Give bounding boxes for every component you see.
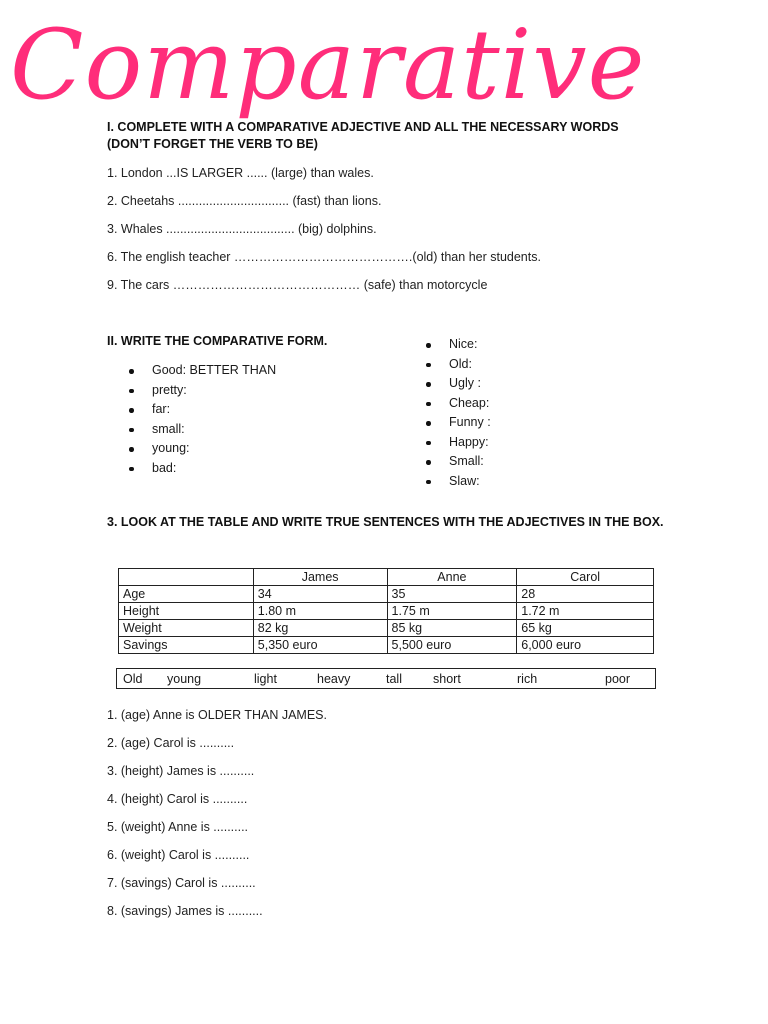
list-item: Nice: [425,335,491,355]
list-item: Small: [425,452,491,472]
exercise-line: 2. Cheetahs ................................ (fast) than lions. [107,194,382,208]
section2-heading: II. WRITE THE COMPARATIVE FORM. [107,334,328,348]
table-row [119,603,654,620]
table-cell: 65 kg [517,620,654,637]
table-header-row [119,569,654,586]
table-row [119,586,654,603]
list-item: Cheap: [425,394,491,414]
adjective-word: Old [123,672,143,686]
table-cell: 5,350 euro [253,637,387,654]
table-cell: 1.75 m [387,603,517,620]
table-cell: Height [119,603,254,620]
table-header [119,569,254,586]
table-cell: Savings [119,637,254,654]
list-item: young: [128,439,276,459]
list-item: Ugly : [425,374,491,394]
table-header: Anne [387,569,517,586]
adjective-word: young [167,672,202,686]
exercise-line: 9. The cars ……………………………………… (safe) than motorcycle [107,278,488,292]
table-cell: 28 [517,586,654,603]
comparative-list-left [128,361,276,478]
page-title: Comparative [10,9,646,121]
table-cell: Age [119,586,254,603]
adjective-word: short [433,672,461,686]
table-cell: 1.72 m [517,603,654,620]
table-header: Carol [517,569,654,586]
table-cell: Weight [119,620,254,637]
section1-heading: I. COMPLETE WITH A COMPARATIVE ADJECTIVE AND ALL THE NECESSARY WORDS (DON’T FORGET THE VERB TO BE) [107,120,619,151]
table-cell: 82 kg [253,620,387,637]
list-item: bad: [128,459,276,479]
list-item: Slaw: [425,472,491,492]
sentence-line: 4. (height) Carol is .......... [107,792,248,806]
sentence-line: 3. (height) James is .......... [107,764,255,778]
list-item: Funny : [425,413,491,433]
adjective-word: rich [517,672,538,686]
table-row [119,637,654,654]
sentence-line: 2. (age) Carol is .......... [107,736,235,750]
table-cell: 5,500 euro [387,637,517,654]
adjective-word: poor [605,672,631,686]
adjective-word: heavy [317,672,351,686]
sentence-line: 1. (age) Anne is OLDER THAN JAMES. [107,708,327,722]
adjective-box [116,668,656,689]
sentence-line: 7. (savings) Carol is .......... [107,876,256,890]
table-cell: 35 [387,586,517,603]
list-item: small: [128,420,276,440]
comparative-list-right [425,335,491,491]
people-table [118,568,654,654]
exercise-line: 6. The english teacher …………………………………….(old) than her students. [107,250,541,264]
sentence-line: 6. (weight) Carol is .......... [107,848,250,862]
adjective-word: tall [386,672,402,686]
sentence-line: 5. (weight) Anne is .......... [107,820,249,834]
adjective-word: light [254,672,277,686]
table-cell: 1.80 m [253,603,387,620]
list-item: Good: BETTER THAN [128,361,276,381]
list-item: pretty: [128,381,276,401]
list-item: Happy: [425,433,491,453]
table-row [119,620,654,637]
section3-heading: 3. LOOK AT THE TABLE AND WRITE TRUE SENTENCES WITH THE ADJECTIVES IN THE BOX. [107,515,664,529]
list-item: Old: [425,355,491,375]
table-cell: 85 kg [387,620,517,637]
table-cell: 6,000 euro [517,637,654,654]
sentence-line: 8. (savings) James is .......... [107,904,263,918]
list-item: far: [128,400,276,420]
table-cell: 34 [253,586,387,603]
exercise-line: 3. Whales ..................................... (big) dolphins. [107,222,377,236]
table-header: James [253,569,387,586]
exercise-line: 1. London ...IS LARGER ...... (large) than wales. [107,166,374,180]
